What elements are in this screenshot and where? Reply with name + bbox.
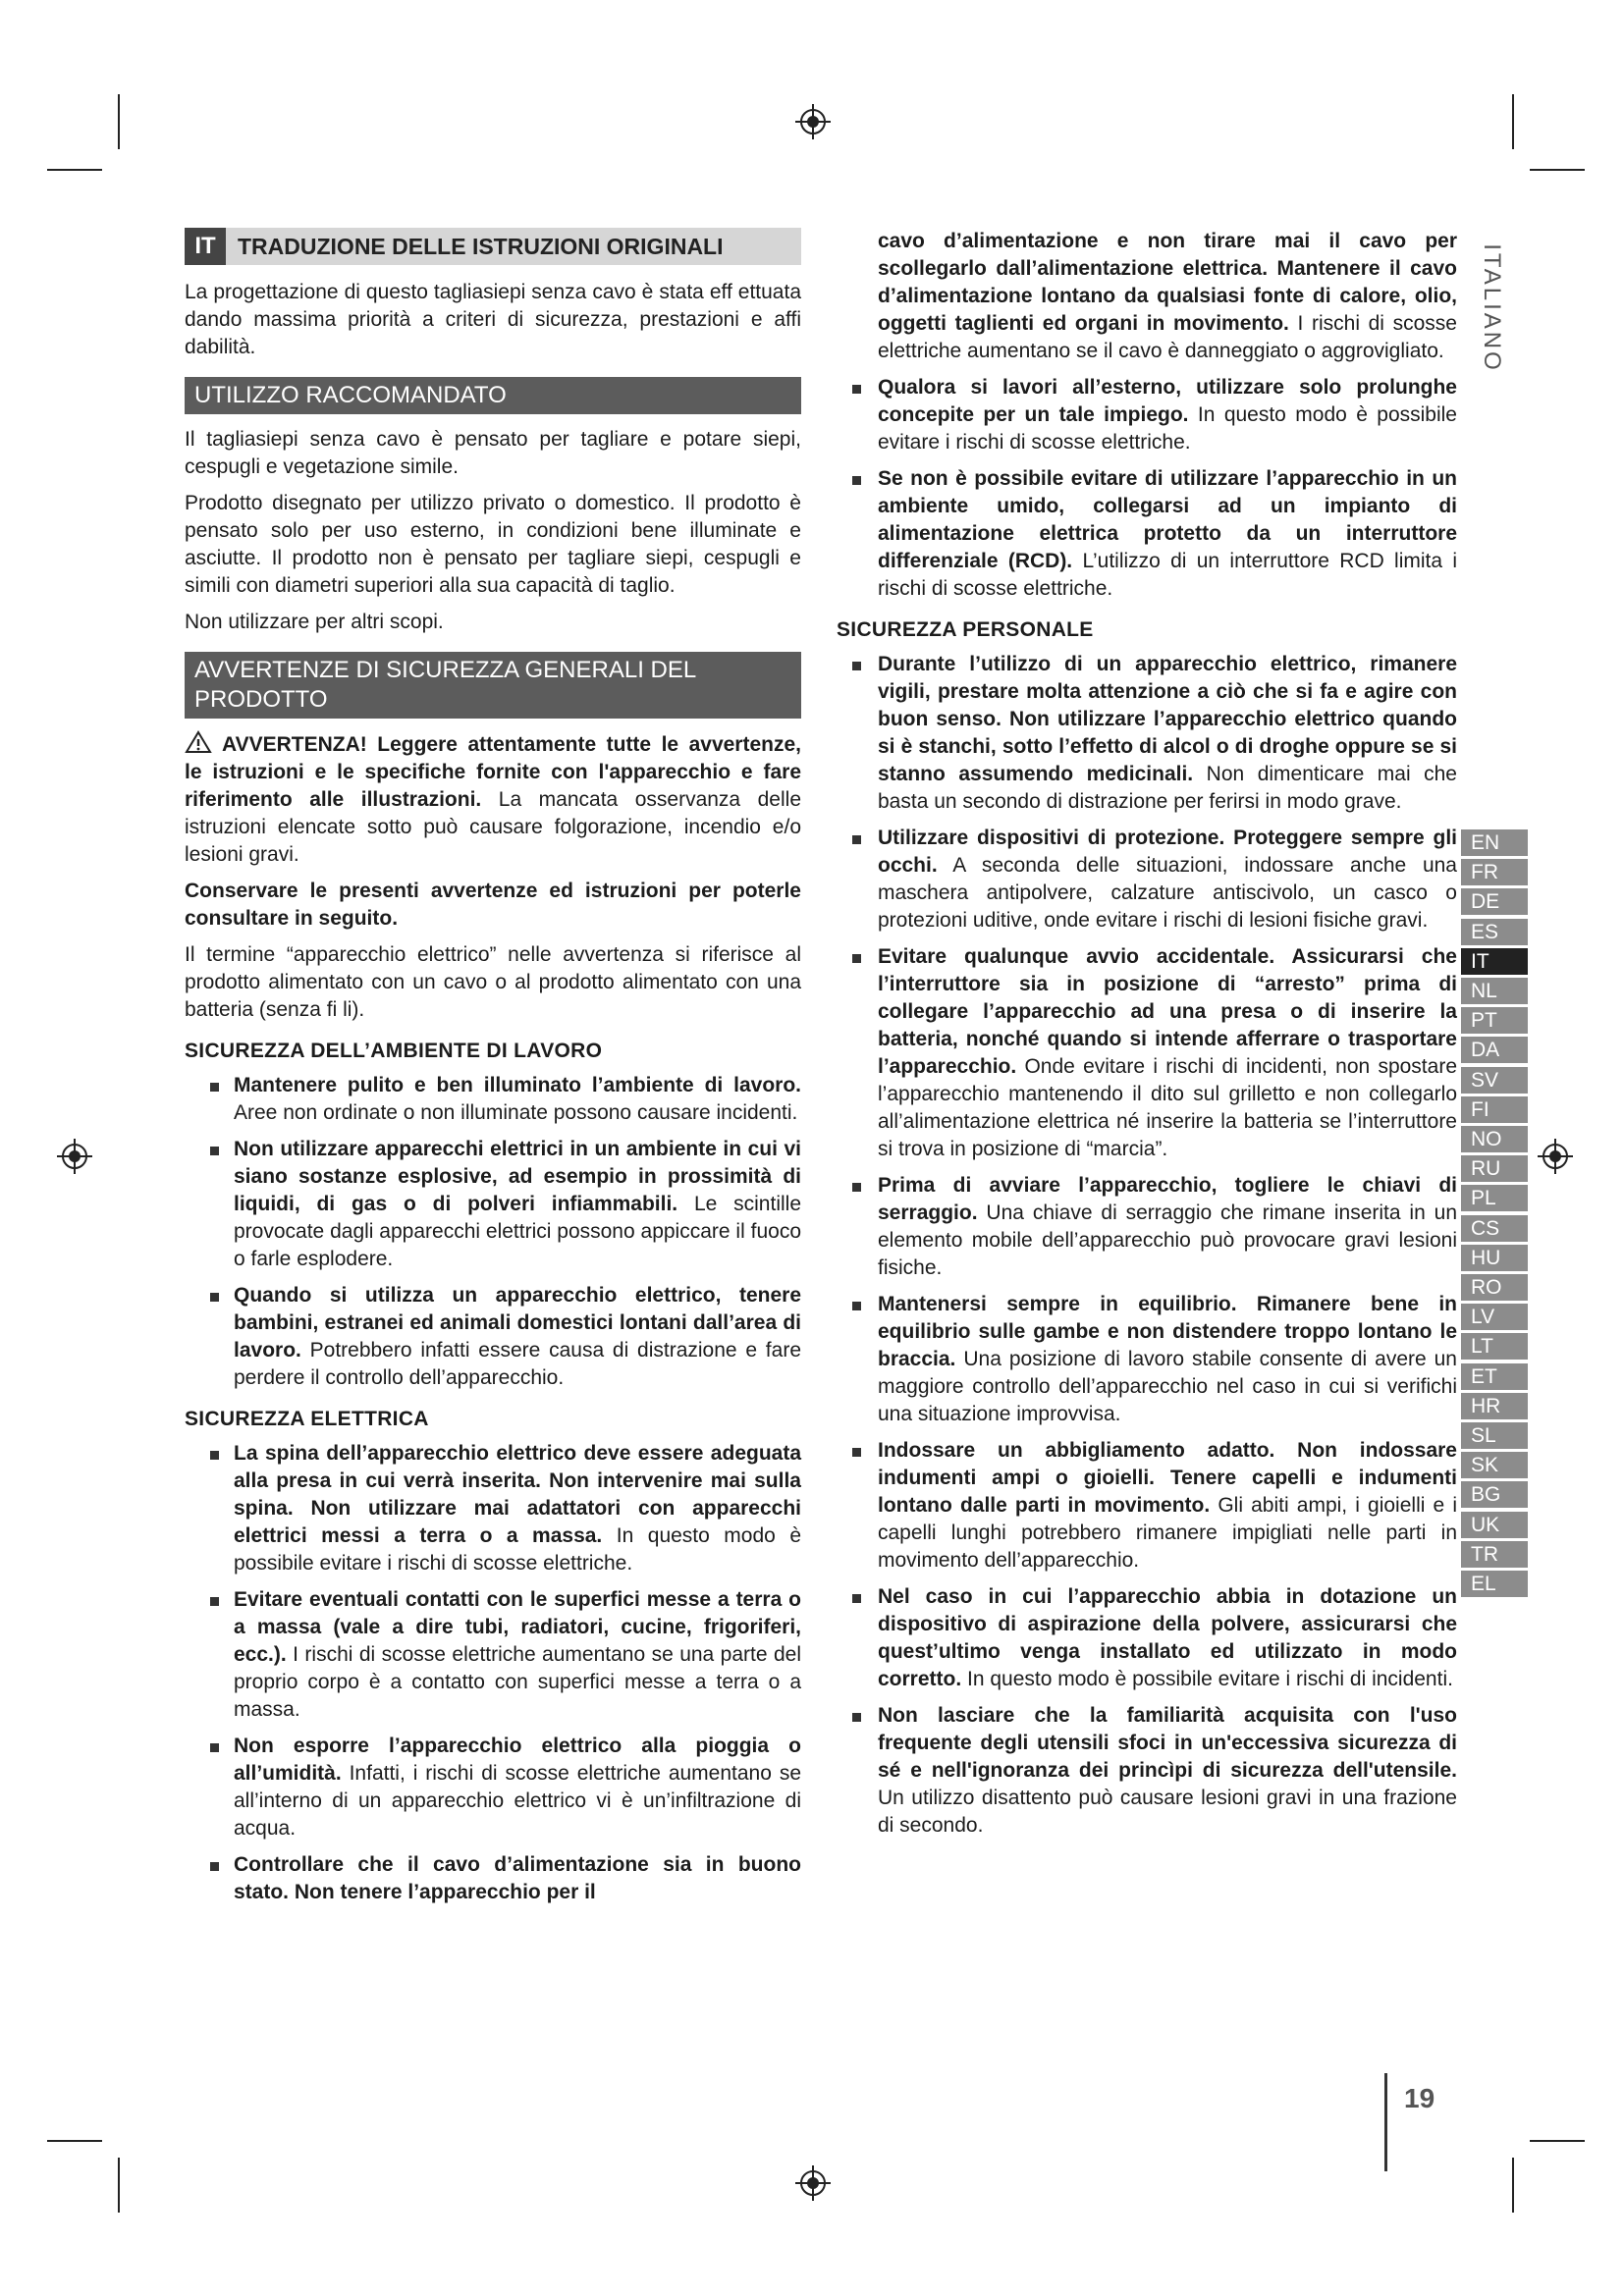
language-tab-cs[interactable]: CS — [1461, 1215, 1528, 1242]
intro-paragraph: La progettazione di questo tagliasiepi senza cavo è stata eff ettuata dando massima priorità a criteri di sicurezza, prestazioni e affi dabilità. — [185, 281, 801, 358]
crop-mark — [118, 2158, 120, 2213]
language-tab-sv[interactable]: SV — [1461, 1067, 1528, 1094]
crop-mark — [47, 169, 102, 171]
crop-mark — [1512, 2158, 1514, 2213]
warning-triangle-icon — [185, 730, 212, 754]
language-tab-et[interactable]: ET — [1461, 1363, 1528, 1390]
subheading-electrical: SICUREZZA ELETTRICA — [185, 1408, 429, 1430]
crop-mark — [1530, 169, 1585, 171]
language-tab-sk[interactable]: SK — [1461, 1452, 1528, 1478]
language-tab-el[interactable]: EL — [1461, 1571, 1528, 1597]
language-tab-hr[interactable]: HR — [1461, 1393, 1528, 1419]
language-tab-da[interactable]: DA — [1461, 1037, 1528, 1063]
list-item: Mantenere pulito e ben illuminato l’ambiente di lavoro. Aree non ordinate o non illuminate possono causare incidenti. — [185, 1072, 801, 1127]
registration-mark-icon — [795, 2165, 831, 2201]
use-paragraph-2: Prodotto disegnato per utilizzo privato o domestico. Il prodotto è pensato solo per uso esterno, in condizioni bene illuminate e asciutte. Il prodotto non è pensato per tagliare siepi, cespugli e simili con diametri superiori alla sua capacità di taglio. — [185, 492, 801, 597]
list-item: Indossare un abbigliamento adatto. Non indossare indumenti ampi o gioielli. Tenere capelli e indumenti lontano dalle parti in movimento. Gli abiti ampi, i gioielli e i capelli lunghi potrebbero rimanere impigliati nelle parti in movimento dell’apparecchio. — [837, 1437, 1457, 1575]
page-number-rule — [1384, 2073, 1387, 2171]
list-item: La spina dell’apparecchio elettrico deve essere adeguata alla presa in cui verrà inserita. Non intervenire mai sulla spina. Non utilizzare mai adattatori con apparecchi elettrici messi a terra o a massa. In questo modo è possibile evitare i rischi di scosse elettriche. — [185, 1440, 801, 1577]
keep-instructions: Conservare le presenti avvertenze ed istruzioni per poterle consultare in seguito. — [185, 880, 801, 930]
subheading-work-area: SICUREZZA DELL’AMBIENTE DI LAVORO — [185, 1040, 603, 1062]
list-item: Non esporre l’apparecchio elettrico alla pioggia o all’umidità. Infatti, i rischi di scosse elettriche aumentano se all’interno di un apparecchio elettrico vi è un’infiltrazione di acqua. — [185, 1733, 801, 1842]
list-item: Durante l’utilizzo di un apparecchio elettrico, rimanere vigili, prestare molta attenzione a ciò che si fa e agire con buon senso. Non utilizzare l’apparecchio elettrico quando si è stanchi, sotto l’effetto di alcol o di droghe oppure se si stanno assumendo medicinali. Non dimenticare mai che basta un secondo di distrazione per ferirsi in modo grave. — [837, 651, 1457, 816]
list-item-continued: cavo d’alimentazione e non tirare mai il cavo per scollegarlo dall’alimentazione elettrica. Mantenere il cavo d’alimentazione lontano da qualsiasi fonte di calore, olio, oggetti taglienti ed organi in movimento. I rischi di scosse elettriche aumentano se il cavo è danneggiato o aggrovigliato. — [878, 230, 1457, 362]
list-item: Qualora si lavori all’esterno, utilizzare solo prolunghe concepite per un tale impiego. In questo modo è possibile evitare i rischi di scosse elettriche. — [837, 374, 1457, 456]
language-tab-hu[interactable]: HU — [1461, 1245, 1528, 1271]
right-column — [837, 228, 1457, 1848]
language-tag: IT — [185, 228, 226, 265]
language-tab-tr[interactable]: TR — [1461, 1541, 1528, 1568]
document-title: TRADUZIONE DELLE ISTRUZIONI ORIGINALI — [238, 233, 724, 259]
language-tab-ro[interactable]: RO — [1461, 1274, 1528, 1301]
list-item: Quando si utilizza un apparecchio elettrico, tenere bambini, estranei ed animali domestici lontani dall’area di lavoro. Potrebbero infatti essere causa di distrazione e fare perdere il controllo dell’apparecchio. — [185, 1282, 801, 1392]
language-tab-no[interactable]: NO — [1461, 1126, 1528, 1152]
list-item: Mantenersi sempre in equilibrio. Rimanere bene in equilibrio sulle gambe e non distendere troppo lontano le braccia. Una posizione di lavoro stabile consente di avere un maggiore controllo dell’apparecchio nel caso in cui si verifichi una situazione improvvisa. — [837, 1291, 1457, 1428]
registration-mark-icon — [795, 104, 831, 139]
language-tab-bg[interactable]: BG — [1461, 1481, 1528, 1508]
language-tab-en[interactable]: EN — [1461, 829, 1528, 856]
language-tab-lv[interactable]: LV — [1461, 1304, 1528, 1330]
subheading-personal: SICUREZZA PERSONALE — [837, 618, 1094, 641]
language-tab-pl[interactable]: PL — [1461, 1185, 1528, 1211]
section-heading-use: UTILIZZO RACCOMANDATO — [185, 377, 801, 414]
warning-paragraph — [185, 730, 801, 869]
language-tab-uk[interactable]: UK — [1461, 1512, 1528, 1538]
page-number: 19 — [1404, 2083, 1435, 2113]
language-tab-ru[interactable]: RU — [1461, 1155, 1528, 1182]
left-column — [185, 228, 801, 1915]
language-tab-es[interactable]: ES — [1461, 919, 1528, 945]
warning-bold: AVVERTENZA! Leggere attentamente tutte le avvertenze, le istruzioni e le specifiche fornite con l'apparecchio e fare riferimento alle illustrazioni. — [185, 733, 801, 811]
language-tab-de[interactable]: DE — [1461, 888, 1528, 915]
document-title-bar — [185, 228, 801, 265]
language-tab-lt[interactable]: LT — [1461, 1333, 1528, 1360]
crop-mark — [118, 94, 120, 149]
crop-mark — [1512, 94, 1514, 149]
use-paragraph-1: Il tagliasiepi senza cavo è pensato per tagliare e potare siepi, cespugli e vegetazione simile. — [185, 428, 801, 478]
list-item: Non lasciare che la familiarità acquisita con l'uso frequente degli utensili sfoci in un'eccessiva sicurezza di sé e nell'ignoranza dei princìpi di sicurezza dell'utensile. Un utilizzo disattento può causare lesioni gravi in una frazione di secondo. — [837, 1702, 1457, 1840]
language-tab-it[interactable]: IT — [1461, 948, 1528, 975]
crop-mark — [47, 2140, 102, 2142]
list-item: Se non è possibile evitare di utilizzare l’apparecchio in un ambiente umido, collegarsi ad un impianto di alimentazione elettrica protetto da un interruttore differenziale (RCD). L’utilizzo di un interruttore RCD limita i rischi di scosse elettriche. — [837, 465, 1457, 603]
language-tab-fi[interactable]: FI — [1461, 1096, 1528, 1123]
section-heading-warnings: AVVERTENZE DI SICUREZZA GENERALI DEL PRODOTTO — [185, 652, 801, 719]
registration-mark-icon — [57, 1139, 92, 1174]
language-tab-sl[interactable]: SL — [1461, 1422, 1528, 1449]
warning-text: La mancata osservanza delle istruzioni elencate sotto può causare folgorazione, incendio e/o lesioni gravi. — [185, 788, 801, 866]
language-tab-pt[interactable]: PT — [1461, 1007, 1528, 1034]
term-definition: Il termine “apparecchio elettrico” nelle avvertenza si riferisce al prodotto alimentato con un cavo o al prodotto alimentato con una batteria (senza fi li). — [185, 943, 801, 1021]
language-tab-fr[interactable]: FR — [1461, 859, 1528, 885]
crop-mark — [1530, 2140, 1585, 2142]
list-item: Utilizzare dispositivi di protezione. Proteggere sempre gli occhi. A seconda delle situazioni, indossare anche una maschera antipolvere, calzature antiscivolo, un casco o protezioni uditive, onde evitare i rischi di lesioni fisiche gravi. — [837, 825, 1457, 934]
list-item: Evitare eventuali contatti con le superfici messe a terra o a massa (vale a dire tubi, radiatori, cucine, frigoriferi, ecc.). I rischi di scosse elettriche aumentano se una parte del proprio corpo è a contatto con superfici messe a terra o a massa. — [185, 1586, 801, 1724]
list-item: Non utilizzare apparecchi elettrici in un ambiente in cui vi siano sostanze esplosive, ad esempio in prossimità di liquidi, di gas o di polveri infiammabili. Le scintille provocate dagli apparecchi elettrici possono appiccare il fuoco o farle esplodere. — [185, 1136, 801, 1273]
list-item: Nel caso in cui l’apparecchio abbia in dotazione un dispositivo di aspirazione della polvere, assicurarsi che quest’ultimo venga installato ed utilizzato in modo corretto. In questo modo è possibile evitare i rischi di incidenti. — [837, 1583, 1457, 1693]
list-item: Controllare che il cavo d’alimentazione sia in buono stato. Non tenere l’apparecchio per il — [185, 1851, 801, 1906]
use-paragraph-3: Non utilizzare per altri scopi. — [185, 611, 444, 633]
list-item: Evitare qualunque avvio accidentale. Assicurarsi che l’interruttore sia in posizione di “arresto” prima di collegare l’apparecchio ad una presa o di inserire la batteria, nonché quando si intende afferrare o trasportare l’apparecchio. Onde evitare i rischi di incidenti, non spostare l’apparecchio mantenendo il dito sul grilletto e non collegarlo all’alimentazione elettrica né inserire la batteria se l’interruttore si trova in posizione di “marcia”. — [837, 943, 1457, 1163]
list-item: Prima di avviare l’apparecchio, togliere le chiavi di serraggio. Una chiave di serraggio che rimane inserita in un elemento mobile dell’apparecchio può provocare gravi lesioni fisiche. — [837, 1172, 1457, 1282]
registration-mark-icon — [1538, 1139, 1573, 1174]
language-tab-nl[interactable]: NL — [1461, 978, 1528, 1004]
side-language-label: ITALIANO — [1479, 243, 1505, 373]
